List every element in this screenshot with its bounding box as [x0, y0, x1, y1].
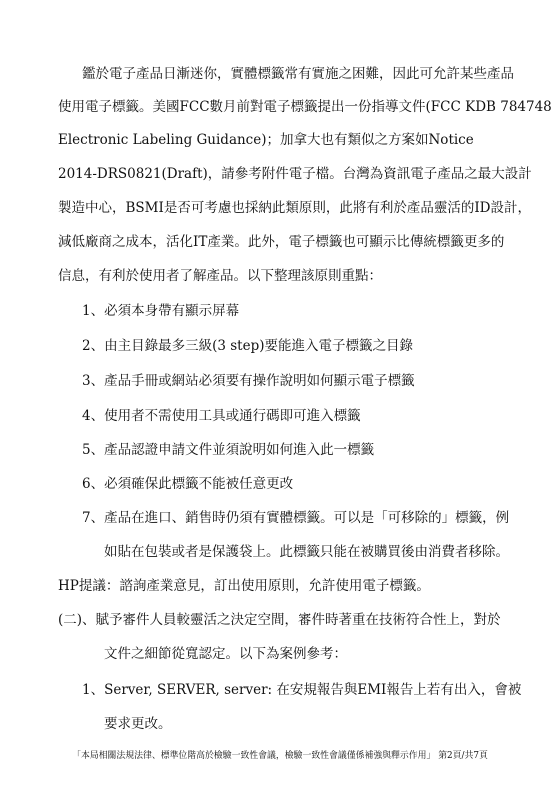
paragraph-line: 減低廠商之成本，活化IT產業。此外，電子標籤也可顯示比傳統標籤更多的	[58, 234, 505, 250]
paragraph-line: 使用電子標籤。美國FCC數月前對電子標籤提出一份指導文件(FCC KDB 784748	[58, 99, 552, 115]
principle-item: 2、由主目錄最多三級(3 step)要能進入電子標籤之目錄	[82, 338, 413, 354]
page-number: 第2頁/共7頁	[438, 751, 488, 761]
paragraph-line: Electronic Labeling Guidance)；加拿大也有類似之方案如Notice	[58, 132, 474, 148]
principle-item: 1、必須本身帶有顯示屏幕	[82, 303, 240, 319]
paragraph-line: 製造中心，BSMI是否可考慮也採納此類原則，此將有利於產品靈活的ID設計，	[58, 200, 531, 216]
hp-note: HP提議：諮詢產業意見，訂出使用原則，允許使用電子標籤。	[58, 578, 430, 594]
paragraph-line: 鑑於電子產品日漸迷你，實體標籤常有實施之困難，因此可允許某些產品	[82, 66, 514, 82]
paragraph-line: 信息，有利於使用者了解產品。以下整理該原則重點：	[58, 268, 382, 284]
principle-item: 3、產品手冊或網站必須要有操作說明如何顯示電子標籤	[82, 373, 415, 389]
principle-item: 5、產品認證申請文件並須說明如何進入此一標籤	[82, 442, 375, 458]
principle-item: 6、必須確保此標籤不能被任意更改	[82, 476, 294, 492]
page-footer	[0, 748, 560, 761]
principle-item: 7、產品在進口、銷售時仍須有實體標籤。可以是「可移除的」標籤，例	[82, 510, 510, 526]
case-item-continuation: 要求更改。	[104, 716, 172, 732]
section-heading-continuation: 文件之細節從寬認定。以下為案例參考：	[104, 646, 347, 662]
case-item: 1、Server, SERVER, server: 在安規報告與EMI報告上若有出入，會被	[82, 682, 522, 698]
footer-text: 「本局相關法規法律、標準位階高於檢驗一致性會議，檢驗一致性會議僅係補強與釋示作用」	[72, 751, 436, 761]
principle-item: 4、使用者不需使用工具或通行碼即可進入標籤	[82, 408, 361, 424]
section-heading: (二)、賦予審件人員較靈活之決定空間，審件時著重在技術符合性上，對於	[58, 612, 501, 628]
paragraph-line: 2014-DRS0821(Draft)，請參考附件電子檔。台灣為資訊電子產品之最大設計	[58, 166, 532, 182]
principle-item-continuation: 如貼在包裝或者是保護袋上。此標籤只能在被購買後由消費者移除。	[104, 544, 509, 560]
